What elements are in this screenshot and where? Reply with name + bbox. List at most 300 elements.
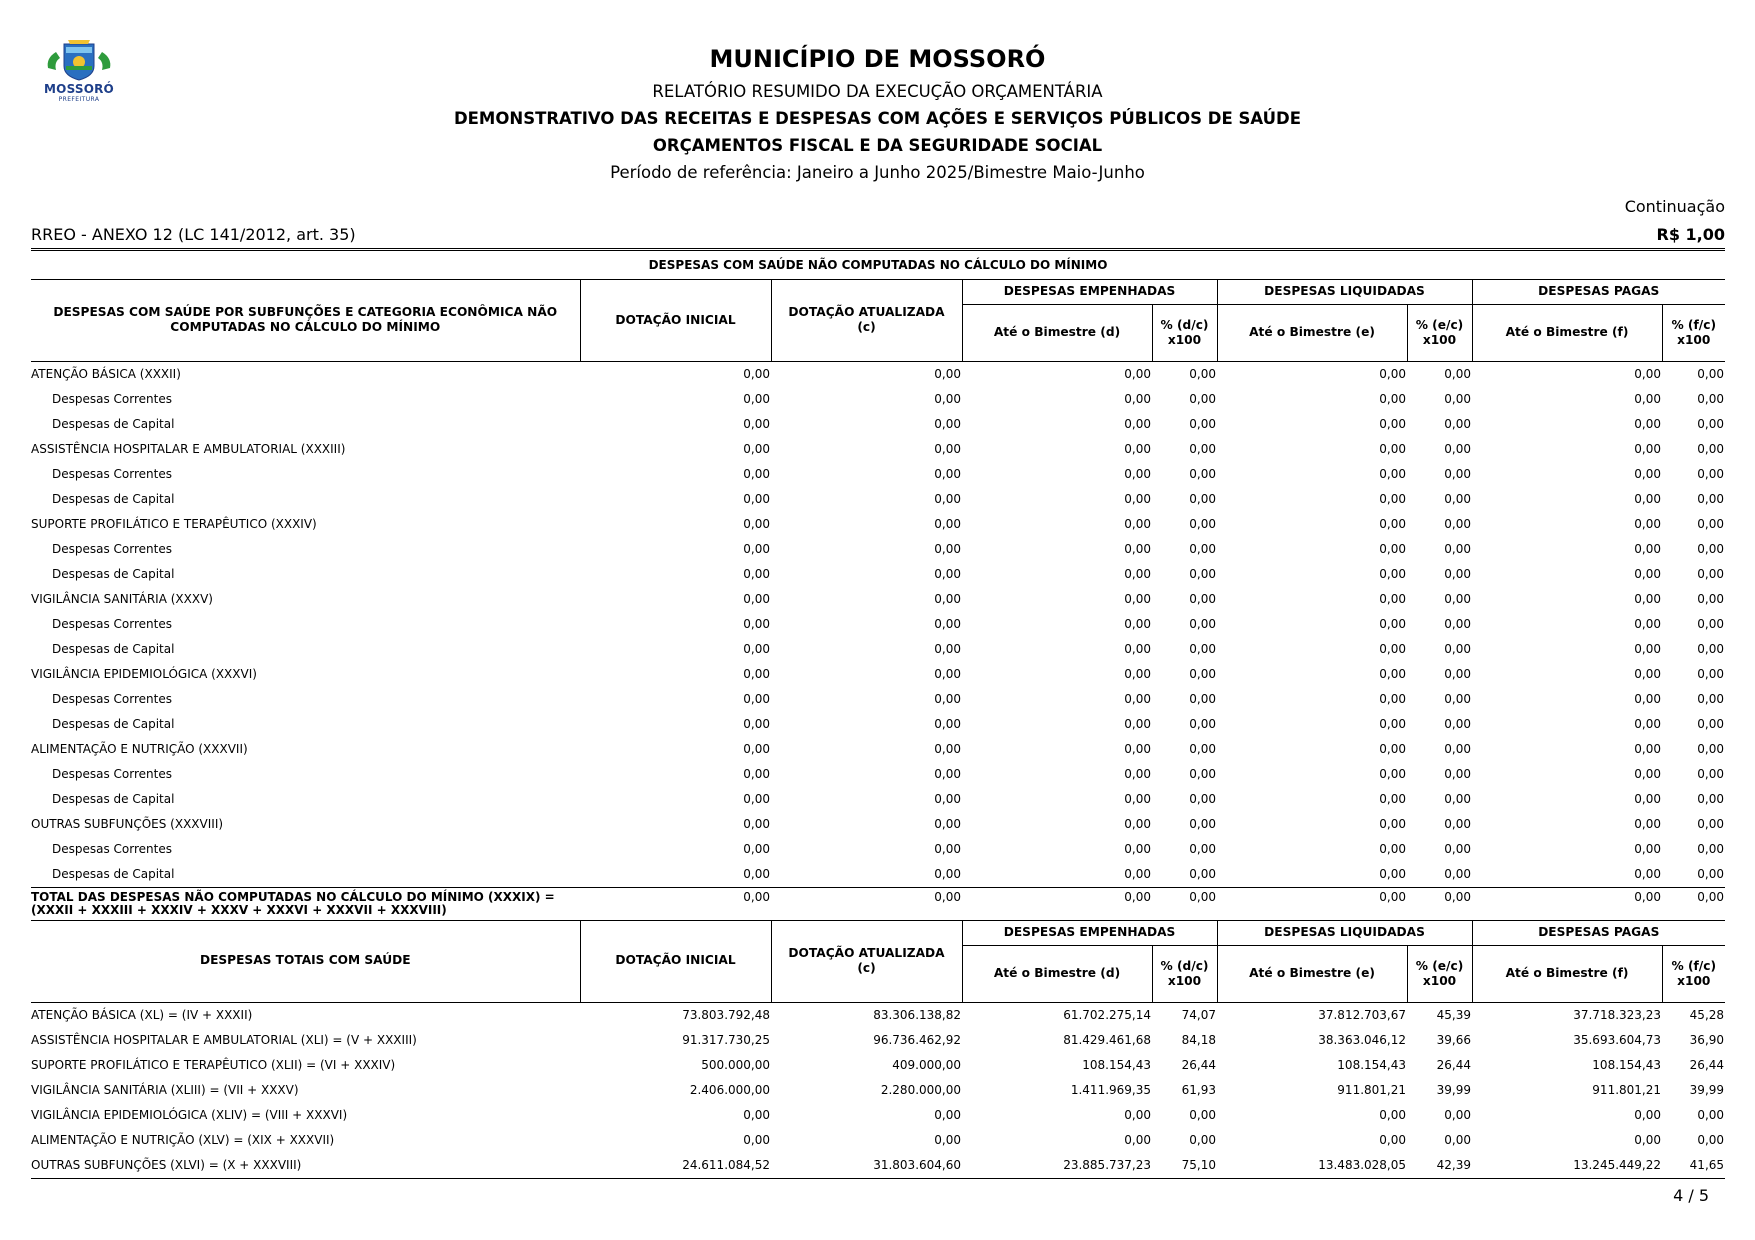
cell-value: 0,00 xyxy=(1189,366,1216,381)
total-cell-value: 0,00 xyxy=(1152,887,1217,920)
cell-value: 911.801,21 xyxy=(1592,1082,1662,1097)
cell-value: 108.154,43 xyxy=(1337,1057,1407,1072)
table2-group-pagas: DESPESAS PAGAS xyxy=(1472,920,1725,945)
cell-value: 0,00 xyxy=(1697,441,1725,456)
cell-value: 0,00 xyxy=(934,866,961,881)
table1-col-ate-bimestre-f: Até o Bimestre (f) xyxy=(1472,304,1662,361)
cell-value: 0,00 xyxy=(1189,841,1216,856)
table-row xyxy=(31,587,1725,612)
cell-value: 0,00 xyxy=(1634,441,1661,456)
report-subtitle: RELATÓRIO RESUMIDO DA EXECUÇÃO ORÇAMENTÁRIA xyxy=(652,82,1103,101)
cell-value: 0,00 xyxy=(1189,566,1216,581)
table2-col-dotacao-atualizada: DOTAÇÃO ATUALIZADA (c) xyxy=(771,920,962,1002)
cell-value: 0,00 xyxy=(1379,541,1406,556)
table2-col-ate-bimestre-d: Até o Bimestre (d) xyxy=(962,945,1152,1002)
cell-value: 0,00 xyxy=(1124,516,1151,531)
cell-value: 0,00 xyxy=(743,616,770,631)
row-label: ASSISTÊNCIA HOSPITALAR E AMBULATORIAL (XLI) = (V + XXXIII) xyxy=(31,1032,417,1047)
cell-value: 0,00 xyxy=(1189,741,1216,756)
table1-caption: DESPESAS COM SAÚDE NÃO COMPUTADAS NO CÁLCULO DO MÍNIMO xyxy=(31,252,1725,279)
report-header xyxy=(0,40,1755,186)
cell-value: 0,00 xyxy=(1444,591,1471,606)
report-orcamentos: ORÇAMENTOS FISCAL E DA SEGURIDADE SOCIAL xyxy=(652,136,1103,155)
cell-value: 0,00 xyxy=(1444,1132,1472,1147)
cell-value: 0,00 xyxy=(1189,691,1216,706)
table-row xyxy=(31,1103,1725,1128)
cell-value: 0,00 xyxy=(1634,791,1661,806)
table-row xyxy=(31,412,1725,437)
cell-value: 0,00 xyxy=(1697,616,1725,631)
cell-value: 0,00 xyxy=(934,791,961,806)
cell-value: 0,00 xyxy=(1444,816,1471,831)
cell-value: 0,00 xyxy=(1697,741,1725,756)
cell-value: 0,00 xyxy=(1634,666,1661,681)
row-label: Despesas Correntes xyxy=(52,391,172,406)
total-cell-value: 0,00 xyxy=(962,887,1152,920)
cell-value: 0,00 xyxy=(1634,841,1661,856)
table1-group-empenhadas: DESPESAS EMPENHADAS xyxy=(962,279,1217,304)
table1-col-ate-bimestre-d: Até o Bimestre (d) xyxy=(962,304,1152,361)
cell-value: 108.154,43 xyxy=(1592,1057,1662,1072)
cell-value: 1.411.969,35 xyxy=(1070,1082,1151,1097)
cell-value: 0,00 xyxy=(1634,516,1661,531)
row-label: Despesas de Capital xyxy=(52,491,175,506)
cell-value: 0,00 xyxy=(1124,841,1151,856)
total-cell-value: 0,00 xyxy=(771,887,962,920)
cell-value: 0,00 xyxy=(1189,766,1216,781)
table1-col-description: DESPESAS COM SAÚDE POR SUBFUNÇÕES E CATEGORIA ECONÔMICA NÃO COMPUTADAS NO CÁLCULO DO MÍNIMO xyxy=(31,279,580,361)
cell-value: 0,00 xyxy=(1379,741,1406,756)
table-total-expenses xyxy=(31,920,1725,1179)
cell-value: 0,00 xyxy=(1444,416,1471,431)
cell-value: 0,00 xyxy=(1124,391,1151,406)
row-label: Despesas de Capital xyxy=(52,866,175,881)
table2-body xyxy=(31,1002,1725,1178)
cell-value: 42,39 xyxy=(1407,1153,1472,1179)
cell-value: 0,00 xyxy=(934,1107,961,1122)
cell-value: 0,00 xyxy=(1124,566,1151,581)
total-health-expenses-table xyxy=(31,920,1725,1179)
cell-value: 0,00 xyxy=(1124,541,1151,556)
cell-value: 31.803.604,60 xyxy=(771,1153,962,1179)
row-label: VIGILÂNCIA SANITÁRIA (XXXV) xyxy=(31,591,213,606)
row-label: VIGILÂNCIA EPIDEMIOLÓGICA (XXXVI) xyxy=(31,666,257,681)
cell-value: 39,66 xyxy=(1436,1032,1472,1047)
cell-value: 0,00 xyxy=(1379,1132,1407,1147)
cell-value: 13.245.449,22 xyxy=(1472,1153,1662,1179)
cell-value: 41,65 xyxy=(1662,1153,1725,1179)
cell-value: 61,93 xyxy=(1181,1082,1217,1097)
cell-value: 0,00 xyxy=(934,841,961,856)
cell-value: 0,00 xyxy=(1189,416,1216,431)
cell-value: 0,00 xyxy=(1189,816,1216,831)
cell-value: 0,00 xyxy=(1379,516,1406,531)
cell-value: 13.483.028,05 xyxy=(1217,1153,1407,1179)
table-row xyxy=(31,1078,1725,1103)
cell-value: 0,00 xyxy=(1379,466,1406,481)
cell-value: 0,00 xyxy=(1124,666,1151,681)
cell-value: 36,90 xyxy=(1689,1032,1725,1047)
cell-value: 0,00 xyxy=(1124,1107,1151,1122)
cell-value: 0,00 xyxy=(743,591,770,606)
cell-value: 0,00 xyxy=(1444,766,1471,781)
cell-value: 0,00 xyxy=(1444,866,1471,881)
table-row xyxy=(31,437,1725,462)
cell-value: 0,00 xyxy=(934,616,961,631)
cell-value: 0,00 xyxy=(934,391,961,406)
cell-value: 0,00 xyxy=(1379,441,1406,456)
table-row xyxy=(31,387,1725,412)
cell-value: 39,99 xyxy=(1689,1082,1725,1097)
cell-value: 0,00 xyxy=(1124,616,1151,631)
cell-value: 0,00 xyxy=(1189,516,1216,531)
row-label: SUPORTE PROFILÁTICO E TERAPÊUTICO (XXXIV) xyxy=(31,516,317,531)
cell-value: 0,00 xyxy=(1124,866,1151,881)
cell-value: 0,00 xyxy=(1444,1107,1472,1122)
cell-value: 0,00 xyxy=(1634,1132,1662,1147)
cell-value: 23.885.737,23 xyxy=(962,1153,1152,1179)
table2-col-description: DESPESAS TOTAIS COM SAÚDE xyxy=(31,920,580,1002)
cell-value: 0,00 xyxy=(1697,766,1725,781)
cell-value: 0,00 xyxy=(1379,566,1406,581)
table-row xyxy=(31,812,1725,837)
cell-value: 0,00 xyxy=(1124,716,1151,731)
cell-value: 0,00 xyxy=(1634,766,1661,781)
cell-value: 0,00 xyxy=(1189,466,1216,481)
cell-value: 0,00 xyxy=(1124,416,1151,431)
cell-value: 0,00 xyxy=(1444,791,1471,806)
logo-name: MOSSORÓ xyxy=(44,82,114,96)
cell-value: 0,00 xyxy=(1697,1107,1725,1122)
cell-value: 0,00 xyxy=(1379,391,1406,406)
cell-value: 74,07 xyxy=(1181,1007,1217,1022)
table-row xyxy=(31,662,1725,687)
row-label: OUTRAS SUBFUNÇÕES (XXXVIII) xyxy=(31,816,224,831)
row-label: Despesas de Capital xyxy=(52,641,175,656)
cell-value: 0,00 xyxy=(743,841,770,856)
cell-value: 0,00 xyxy=(743,466,770,481)
cell-value: 0,00 xyxy=(743,491,770,506)
cell-value: 0,00 xyxy=(1697,666,1725,681)
cell-value: 0,00 xyxy=(1634,366,1661,381)
cell-value: 0,00 xyxy=(1697,541,1725,556)
cell-value: 0,00 xyxy=(1379,641,1406,656)
cell-value: 37.812.703,67 xyxy=(1318,1007,1407,1022)
row-label: Despesas Correntes xyxy=(52,766,172,781)
total-cell-value: 0,00 xyxy=(1472,887,1662,920)
table-row xyxy=(31,837,1725,862)
row-label: ALIMENTAÇÃO E NUTRIÇÃO (XLV) = (XIX + XXXVII) xyxy=(31,1132,335,1147)
cell-value: 24.611.084,52 xyxy=(580,1153,771,1179)
cell-value: 26,44 xyxy=(1689,1057,1725,1072)
cell-value: 0,00 xyxy=(1379,791,1406,806)
cell-value: 0,00 xyxy=(743,766,770,781)
table-row xyxy=(31,537,1725,562)
row-label: Despesas de Capital xyxy=(52,791,175,806)
cell-value: 0,00 xyxy=(1697,691,1725,706)
cell-value: 0,00 xyxy=(1634,641,1661,656)
row-label: ATENÇÃO BÁSICA (XL) = (IV + XXXII) xyxy=(31,1007,253,1022)
cell-value: 2.406.000,00 xyxy=(689,1082,770,1097)
cell-value: 0,00 xyxy=(1697,366,1725,381)
cell-value: 0,00 xyxy=(1124,441,1151,456)
table-row xyxy=(31,637,1725,662)
table2-col-ate-bimestre-f: Até o Bimestre (f) xyxy=(1472,945,1662,1002)
table-row xyxy=(31,687,1725,712)
row-label: Despesas Correntes xyxy=(52,841,172,856)
cell-value: 26,44 xyxy=(1436,1057,1472,1072)
table2-col-pct-f: % (f/c) x100 xyxy=(1662,945,1725,1002)
cell-value: 0,00 xyxy=(934,416,961,431)
cell-value: 0,00 xyxy=(1189,866,1216,881)
cell-value: 0,00 xyxy=(1189,616,1216,631)
table2-col-dotacao-inicial: DOTAÇÃO INICIAL xyxy=(580,920,771,1002)
table-row xyxy=(31,1053,1725,1078)
cell-value: 0,00 xyxy=(1379,591,1406,606)
cell-value: 0,00 xyxy=(1697,641,1725,656)
cell-value: 0,00 xyxy=(1697,416,1725,431)
cell-value: 0,00 xyxy=(1189,666,1216,681)
cell-value: 0,00 xyxy=(1697,1132,1725,1147)
row-label: ATENÇÃO BÁSICA (XXXII) xyxy=(31,366,181,381)
table-row xyxy=(31,562,1725,587)
table1-group-liquidadas: DESPESAS LIQUIDADAS xyxy=(1217,279,1472,304)
cell-value: 0,00 xyxy=(743,691,770,706)
table2-col-pct-e: % (e/c) x100 xyxy=(1407,945,1472,1002)
cell-value: 0,00 xyxy=(1444,541,1471,556)
cell-value: 0,00 xyxy=(1444,716,1471,731)
cell-value: 73.803.792,48 xyxy=(682,1007,770,1022)
cell-value: 0,00 xyxy=(1124,741,1151,756)
cell-value: 81.429.461,68 xyxy=(1063,1032,1151,1047)
table-row xyxy=(31,862,1725,888)
cell-value: 0,00 xyxy=(1697,866,1725,881)
row-label: SUPORTE PROFILÁTICO E TERAPÊUTICO (XLII) = (VI + XXXIV) xyxy=(31,1057,396,1072)
table2-group-empenhadas: DESPESAS EMPENHADAS xyxy=(962,920,1217,945)
cell-value: 0,00 xyxy=(743,1132,770,1147)
cell-value: 0,00 xyxy=(934,366,961,381)
table-row xyxy=(31,737,1725,762)
cell-value: 75,10 xyxy=(1152,1153,1217,1179)
cell-value: 0,00 xyxy=(1124,816,1151,831)
cell-value: 96.736.462,92 xyxy=(873,1032,961,1047)
cell-value: 0,00 xyxy=(743,791,770,806)
cell-value: 0,00 xyxy=(743,641,770,656)
cell-value: 0,00 xyxy=(743,816,770,831)
cell-value: 0,00 xyxy=(1697,516,1725,531)
total-cell-value: 0,00 xyxy=(1407,887,1472,920)
cell-value: 84,18 xyxy=(1181,1032,1217,1047)
cell-value: 0,00 xyxy=(1379,666,1406,681)
cell-value: 0,00 xyxy=(934,716,961,731)
cell-value: 45,28 xyxy=(1689,1007,1725,1022)
cell-value: 0,00 xyxy=(1124,766,1151,781)
cell-value: 0,00 xyxy=(1379,416,1406,431)
cell-value: 0,00 xyxy=(934,466,961,481)
cell-value: 0,00 xyxy=(1697,491,1725,506)
row-label: Despesas Correntes xyxy=(52,691,172,706)
cell-value: 0,00 xyxy=(1189,591,1216,606)
cell-value: 26,44 xyxy=(1181,1057,1217,1072)
cell-value: 35.693.604,73 xyxy=(1573,1032,1662,1047)
total-row-label: TOTAL DAS DESPESAS NÃO COMPUTADAS NO CÁLCULO DO MÍNIMO (XXXIX) = (XXXII + XXXIII + XXXIV + XXXV + XXXVI + XXXVII + XXXVIII) xyxy=(31,887,580,920)
cell-value: 0,00 xyxy=(934,566,961,581)
cell-value: 0,00 xyxy=(1189,641,1216,656)
cell-value: 0,00 xyxy=(1697,791,1725,806)
row-label: VIGILÂNCIA SANITÁRIA (XLIII) = (VII + XXXV) xyxy=(31,1082,299,1097)
logo-subtitle: PREFEITURA xyxy=(58,96,100,103)
cell-value: 0,00 xyxy=(1444,566,1471,581)
table-row xyxy=(31,1153,1725,1179)
cell-value: 0,00 xyxy=(1444,841,1471,856)
table-row xyxy=(31,1002,1725,1028)
cell-value: 0,00 xyxy=(1444,466,1471,481)
annex-label: RREO - ANEXO 12 (LC 141/2012, art. 35) xyxy=(31,225,356,244)
cell-value: 0,00 xyxy=(1444,691,1471,706)
cell-value: 0,00 xyxy=(1379,766,1406,781)
cell-value: 0,00 xyxy=(1634,816,1661,831)
cell-value: 0,00 xyxy=(743,1107,770,1122)
cell-value: 0,00 xyxy=(934,666,961,681)
cell-value: 0,00 xyxy=(1444,616,1471,631)
cell-value: 0,00 xyxy=(934,691,961,706)
cell-value: 0,00 xyxy=(1189,491,1216,506)
cell-value: 409.000,00 xyxy=(892,1057,961,1072)
cell-value: 0,00 xyxy=(1379,1107,1407,1122)
table-not-computed xyxy=(31,252,1725,921)
total-cell-value: 0,00 xyxy=(1662,887,1725,920)
cell-value: 0,00 xyxy=(1124,691,1151,706)
table-row xyxy=(31,762,1725,787)
cell-value: 0,00 xyxy=(1444,366,1471,381)
cell-value: 61.702.275,14 xyxy=(1063,1007,1151,1022)
cell-value: 0,00 xyxy=(1634,1107,1662,1122)
cell-value: 0,00 xyxy=(934,491,961,506)
cell-value: 0,00 xyxy=(934,441,961,456)
cell-value: 0,00 xyxy=(1189,716,1216,731)
cell-value: 0,00 xyxy=(1444,666,1471,681)
cell-value: 0,00 xyxy=(1124,641,1151,656)
cell-value: 0,00 xyxy=(1124,1132,1151,1147)
table1-col-dotacao-atualizada: DOTAÇÃO ATUALIZADA (c) xyxy=(771,279,962,361)
table1-body xyxy=(31,361,1725,920)
cell-value: 0,00 xyxy=(934,516,961,531)
not-computed-expenses-table xyxy=(31,252,1725,921)
cell-value: 0,00 xyxy=(1379,816,1406,831)
page-number: 4 / 5 xyxy=(1673,1186,1709,1205)
cell-value: 0,00 xyxy=(1379,366,1406,381)
cell-value: 0,00 xyxy=(1444,441,1471,456)
cell-value: 0,00 xyxy=(1697,391,1725,406)
cell-value: 0,00 xyxy=(934,1132,961,1147)
table2-col-pct-d: % (d/c) x100 xyxy=(1152,945,1217,1002)
cell-value: 0,00 xyxy=(1189,791,1216,806)
table-row xyxy=(31,487,1725,512)
table-row xyxy=(31,787,1725,812)
total-cell-value: 0,00 xyxy=(580,887,771,920)
cell-value: 0,00 xyxy=(743,566,770,581)
cell-value: 0,00 xyxy=(1697,816,1725,831)
cell-value: 0,00 xyxy=(1697,591,1725,606)
cell-value: 0,00 xyxy=(1697,841,1725,856)
currency-unit: R$ 1,00 xyxy=(1656,225,1725,244)
cell-value: 37.718.323,23 xyxy=(1573,1007,1662,1022)
cell-value: 0,00 xyxy=(1189,1107,1217,1122)
total-row xyxy=(31,887,1725,920)
table-row xyxy=(31,1128,1725,1153)
cell-value: 0,00 xyxy=(1379,716,1406,731)
cell-value: 0,00 xyxy=(743,391,770,406)
cell-value: 0,00 xyxy=(934,741,961,756)
table1-group-pagas: DESPESAS PAGAS xyxy=(1472,279,1725,304)
cell-value: 0,00 xyxy=(1189,541,1216,556)
row-label: VIGILÂNCIA EPIDEMIOLÓGICA (XLIV) = (VIII + XXXVI) xyxy=(31,1107,348,1122)
cell-value: 0,00 xyxy=(1634,691,1661,706)
table-row xyxy=(31,361,1725,387)
cell-value: 0,00 xyxy=(743,866,770,881)
table1-col-pct-e: % (e/c) x100 xyxy=(1407,304,1472,361)
cell-value: 0,00 xyxy=(1444,741,1471,756)
cell-value: 39,99 xyxy=(1436,1082,1472,1097)
cell-value: 83.306.138,82 xyxy=(873,1007,961,1022)
cell-value: 0,00 xyxy=(1634,616,1661,631)
cell-value: 0,00 xyxy=(743,416,770,431)
table-row xyxy=(31,462,1725,487)
row-label: ASSISTÊNCIA HOSPITALAR E AMBULATORIAL (XXXIII) xyxy=(31,441,346,456)
row-label: ALIMENTAÇÃO E NUTRIÇÃO (XXXVII) xyxy=(31,741,248,756)
cell-value: 0,00 xyxy=(1444,516,1471,531)
cell-value: 0,00 xyxy=(1124,791,1151,806)
table-row xyxy=(31,712,1725,737)
cell-value: 0,00 xyxy=(934,816,961,831)
report-title: MUNICÍPIO DE MOSSORÓ xyxy=(709,45,1046,73)
row-label: Despesas de Capital xyxy=(52,716,175,731)
cell-value: 0,00 xyxy=(1634,591,1661,606)
cell-value: 0,00 xyxy=(1444,641,1471,656)
cell-value: 0,00 xyxy=(1379,841,1406,856)
row-label: Despesas de Capital xyxy=(52,566,175,581)
total-cell-value: 0,00 xyxy=(1217,887,1407,920)
row-label: Despesas Correntes xyxy=(52,541,172,556)
cell-value: 0,00 xyxy=(1124,591,1151,606)
cell-value: 91.317.730,25 xyxy=(682,1032,770,1047)
cell-value: 0,00 xyxy=(934,766,961,781)
cell-value: 108.154,43 xyxy=(1082,1057,1151,1072)
row-label: Despesas Correntes xyxy=(52,466,172,481)
cell-value: 0,00 xyxy=(1634,466,1661,481)
table-row xyxy=(31,1028,1725,1053)
cell-value: 0,00 xyxy=(1634,716,1661,731)
cell-value: 0,00 xyxy=(1444,391,1471,406)
cell-value: 0,00 xyxy=(743,441,770,456)
cell-value: 0,00 xyxy=(743,541,770,556)
cell-value: 911.801,21 xyxy=(1337,1082,1407,1097)
cell-value: 0,00 xyxy=(743,741,770,756)
cell-value: 0,00 xyxy=(1189,441,1216,456)
cell-value: 0,00 xyxy=(934,541,961,556)
table-row xyxy=(31,512,1725,537)
cell-value: 0,00 xyxy=(1634,416,1661,431)
cell-value: 0,00 xyxy=(1444,491,1471,506)
cell-value: 0,00 xyxy=(1634,391,1661,406)
cell-value: 0,00 xyxy=(1124,366,1151,381)
table1-col-ate-bimestre-e: Até o Bimestre (e) xyxy=(1217,304,1407,361)
cell-value: 0,00 xyxy=(743,716,770,731)
table2-col-ate-bimestre-e: Até o Bimestre (e) xyxy=(1217,945,1407,1002)
cell-value: 0,00 xyxy=(1697,716,1725,731)
table1-col-dotacao-inicial: DOTAÇÃO INICIAL xyxy=(580,279,771,361)
cell-value: 38.363.046,12 xyxy=(1318,1032,1407,1047)
